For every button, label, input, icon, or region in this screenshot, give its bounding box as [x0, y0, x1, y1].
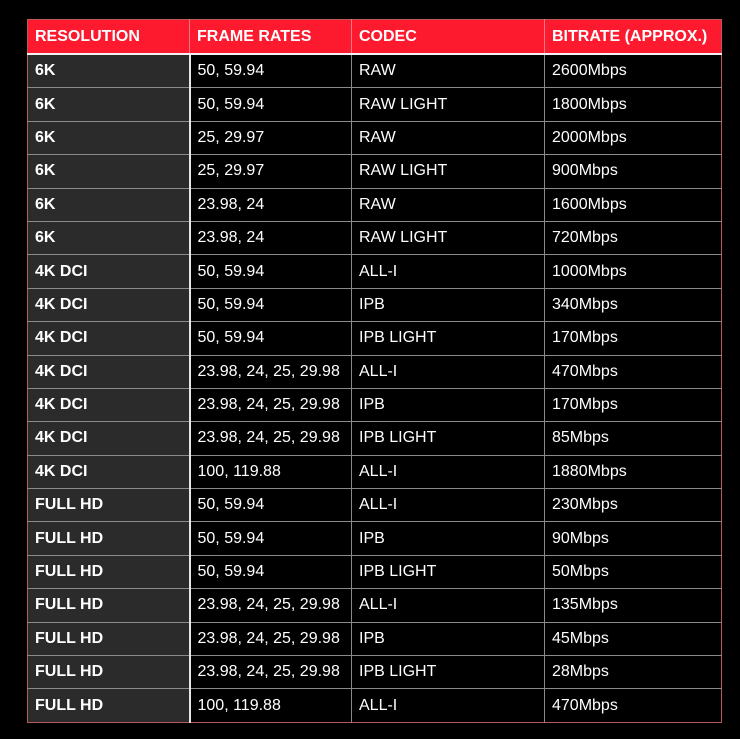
- cell-codec: ALL-I: [352, 489, 545, 522]
- table-row: [28, 656, 722, 689]
- header-codec: CODEC: [352, 20, 545, 55]
- cell-frame-rates: 100, 119.88: [190, 689, 352, 722]
- cell-codec: RAW: [352, 121, 545, 154]
- cell-frame-rates: 50, 59.94: [190, 288, 352, 321]
- cell-codec: IPB: [352, 622, 545, 655]
- cell-resolution: 6K: [28, 88, 190, 121]
- table-row: [28, 322, 722, 355]
- cell-bitrate: 900Mbps: [545, 155, 722, 188]
- cell-resolution: FULL HD: [28, 656, 190, 689]
- cell-frame-rates: 23.98, 24: [190, 188, 352, 221]
- cell-bitrate: 90Mbps: [545, 522, 722, 555]
- cell-codec: IPB: [352, 522, 545, 555]
- cell-bitrate: 720Mbps: [545, 221, 722, 254]
- cell-codec: IPB LIGHT: [352, 422, 545, 455]
- cell-resolution: 6K: [28, 121, 190, 154]
- cell-bitrate: 85Mbps: [545, 422, 722, 455]
- table-row: [28, 288, 722, 321]
- header-row: [28, 20, 722, 55]
- cell-codec: ALL-I: [352, 355, 545, 388]
- cell-frame-rates: 23.98, 24: [190, 221, 352, 254]
- cell-bitrate: 170Mbps: [545, 388, 722, 421]
- table-row: [28, 155, 722, 188]
- cell-codec: ALL-I: [352, 589, 545, 622]
- cell-resolution: 4K DCI: [28, 322, 190, 355]
- cell-bitrate: 2600Mbps: [545, 54, 722, 88]
- cell-bitrate: 2000Mbps: [545, 121, 722, 154]
- cell-bitrate: 50Mbps: [545, 555, 722, 588]
- table-row: [28, 221, 722, 254]
- table-row: [28, 388, 722, 421]
- table-row: [28, 422, 722, 455]
- cell-codec: IPB LIGHT: [352, 322, 545, 355]
- table-row: [28, 455, 722, 488]
- cell-codec: IPB LIGHT: [352, 555, 545, 588]
- cell-codec: IPB: [352, 288, 545, 321]
- cell-resolution: 6K: [28, 188, 190, 221]
- cell-resolution: 4K DCI: [28, 455, 190, 488]
- cell-frame-rates: 100, 119.88: [190, 455, 352, 488]
- cell-frame-rates: 50, 59.94: [190, 255, 352, 288]
- cell-codec: RAW: [352, 54, 545, 88]
- cell-resolution: 6K: [28, 54, 190, 88]
- cell-bitrate: 1880Mbps: [545, 455, 722, 488]
- cell-bitrate: 340Mbps: [545, 288, 722, 321]
- cell-resolution: 6K: [28, 155, 190, 188]
- cell-frame-rates: 25, 29.97: [190, 155, 352, 188]
- table-row: [28, 88, 722, 121]
- table-row: [28, 489, 722, 522]
- table-row: [28, 121, 722, 154]
- cell-codec: IPB: [352, 388, 545, 421]
- cell-resolution: FULL HD: [28, 689, 190, 722]
- cell-frame-rates: 23.98, 24, 25, 29.98: [190, 422, 352, 455]
- cell-frame-rates: 23.98, 24, 25, 29.98: [190, 656, 352, 689]
- cell-frame-rates: 25, 29.97: [190, 121, 352, 154]
- table-row: [28, 54, 722, 88]
- cell-bitrate: 470Mbps: [545, 355, 722, 388]
- cell-resolution: 4K DCI: [28, 255, 190, 288]
- cell-bitrate: 45Mbps: [545, 622, 722, 655]
- cell-bitrate: 135Mbps: [545, 589, 722, 622]
- cell-frame-rates: 23.98, 24, 25, 29.98: [190, 622, 352, 655]
- table-row: [28, 522, 722, 555]
- cell-bitrate: 1800Mbps: [545, 88, 722, 121]
- cell-frame-rates: 50, 59.94: [190, 522, 352, 555]
- cell-resolution: FULL HD: [28, 555, 190, 588]
- header-frame-rates: FRAME RATES: [190, 20, 352, 55]
- cell-bitrate: 1600Mbps: [545, 188, 722, 221]
- cell-codec: ALL-I: [352, 689, 545, 722]
- cell-codec: RAW LIGHT: [352, 155, 545, 188]
- header-bitrate: BITRATE (APPROX.): [545, 20, 722, 55]
- cell-frame-rates: 23.98, 24, 25, 29.98: [190, 388, 352, 421]
- cell-bitrate: 28Mbps: [545, 656, 722, 689]
- cell-resolution: FULL HD: [28, 589, 190, 622]
- cell-frame-rates: 23.98, 24, 25, 29.98: [190, 355, 352, 388]
- cell-resolution: 4K DCI: [28, 422, 190, 455]
- table-row: [28, 689, 722, 722]
- cell-frame-rates: 50, 59.94: [190, 489, 352, 522]
- cell-codec: RAW LIGHT: [352, 221, 545, 254]
- recording-specs-table: [27, 19, 722, 723]
- cell-bitrate: 470Mbps: [545, 689, 722, 722]
- cell-codec: RAW: [352, 188, 545, 221]
- table-row: [28, 355, 722, 388]
- cell-frame-rates: 50, 59.94: [190, 555, 352, 588]
- cell-codec: ALL-I: [352, 455, 545, 488]
- cell-frame-rates: 50, 59.94: [190, 54, 352, 88]
- cell-resolution: 4K DCI: [28, 288, 190, 321]
- cell-resolution: FULL HD: [28, 522, 190, 555]
- table-row: [28, 188, 722, 221]
- cell-codec: IPB LIGHT: [352, 656, 545, 689]
- table-row: [28, 255, 722, 288]
- cell-resolution: FULL HD: [28, 489, 190, 522]
- cell-resolution: 4K DCI: [28, 388, 190, 421]
- cell-codec: RAW LIGHT: [352, 88, 545, 121]
- cell-resolution: 6K: [28, 221, 190, 254]
- table-row: [28, 555, 722, 588]
- cell-bitrate: 170Mbps: [545, 322, 722, 355]
- header-resolution: RESOLUTION: [28, 20, 190, 55]
- table-row: [28, 589, 722, 622]
- table-body: [28, 54, 722, 722]
- cell-frame-rates: 23.98, 24, 25, 29.98: [190, 589, 352, 622]
- cell-bitrate: 230Mbps: [545, 489, 722, 522]
- cell-codec: ALL-I: [352, 255, 545, 288]
- cell-resolution: 4K DCI: [28, 355, 190, 388]
- cell-resolution: FULL HD: [28, 622, 190, 655]
- cell-frame-rates: 50, 59.94: [190, 322, 352, 355]
- table-row: [28, 622, 722, 655]
- cell-frame-rates: 50, 59.94: [190, 88, 352, 121]
- cell-bitrate: 1000Mbps: [545, 255, 722, 288]
